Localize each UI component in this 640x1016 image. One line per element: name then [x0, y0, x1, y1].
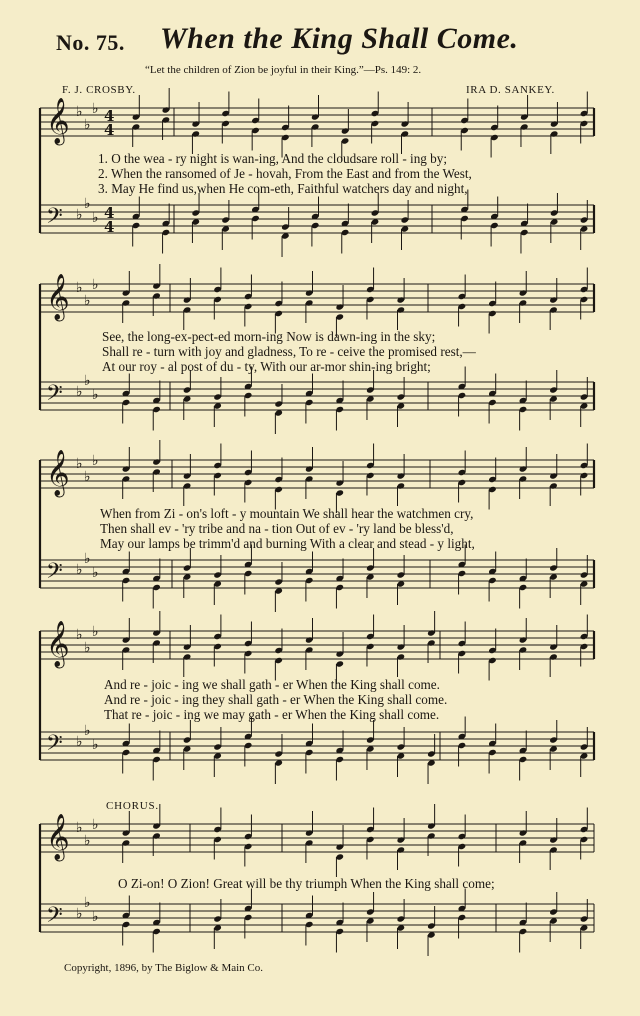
system-4-treble-flat-icon: ♭	[84, 640, 91, 656]
system-1-treble-flat-icon: ♭	[84, 117, 91, 133]
system-3-bass-flat-icon: ♭	[76, 562, 83, 578]
system-2-verse-2: Shall re - turn with joy and gladness, To re - ceive the promised rest,—	[102, 344, 476, 359]
treble-time-signature: 4	[104, 107, 115, 125]
hymn-title: When the King Shall Come.	[160, 22, 519, 55]
system-5-bass-flat-icon: ♭	[84, 895, 91, 911]
system-3-treble-clef-icon: 𝄞	[46, 450, 70, 496]
system-1-treble-flat-icon: ♭	[76, 104, 83, 120]
system-5-treble-flat-icon: ♭	[76, 820, 83, 836]
system-1-bass-flat-icon: ♭	[76, 207, 83, 223]
system-4-bass-flat-icon: ♭	[76, 734, 83, 750]
chorus-label: CHORUS.	[106, 800, 159, 812]
system-3-verse-3: May our lamps be trimm'd and burning With a clear and stead - y light,	[100, 536, 475, 551]
hymn-number: No. 75.	[56, 30, 125, 55]
system-5-bass-flat-icon: ♭	[76, 906, 83, 922]
system-1-treble-clef-icon: 𝄞	[46, 98, 70, 144]
system-3-bass-clef-icon: 𝄢	[46, 559, 63, 589]
bass-time-signature: 4	[104, 204, 115, 222]
system-3-bass-flat-icon: ♭	[92, 565, 99, 581]
system-1-verse-3: 3. May He find us,when He com-eth, Faithful watchers day and night,	[98, 181, 468, 196]
system-4-verse-1: And re - joic - ing we shall gath - er When the King shall come.	[104, 677, 440, 692]
system-1-bass-clef-icon: 𝄢	[46, 204, 63, 234]
system-2-verse-3: At our roy - al post of du - ty, With our ar-mor shin-ing bright;	[102, 359, 431, 374]
system-3-verse-2: Then shall ev - 'ry tribe and na - tion Out of ev - 'ry land be bless'd,	[100, 521, 454, 536]
system-4-treble-clef-icon: 𝄞	[46, 621, 70, 667]
system-2-treble-flat-icon: ♭	[76, 280, 83, 296]
chorus-lyric: O Zi-on! O Zion! Great will be thy triumph When the King shall come;	[118, 876, 495, 891]
system-2-treble-clef-icon: 𝄞	[46, 274, 70, 320]
bass-time-signature: 4	[104, 218, 115, 236]
treble-time-signature: 4	[104, 121, 115, 139]
system-3-bass-flat-icon: ♭	[84, 551, 91, 567]
system-3-treble-flat-icon: ♭	[84, 469, 91, 485]
system-1-bass-flat-icon: ♭	[92, 210, 99, 226]
system-3-verse-1: When from Zi - on's loft - y mountain We shall hear the watchmen cry,	[100, 506, 474, 521]
system-2-bass-flat-icon: ♭	[76, 384, 83, 400]
system-4-treble-flat-icon: ♭	[76, 627, 83, 643]
system-1-bass-flat-icon: ♭	[84, 196, 91, 212]
system-2-treble-flat-icon: ♭	[92, 277, 99, 293]
system-5-treble-flat-icon: ♭	[84, 833, 91, 849]
system-2-verse-1: See, the long-ex-pect-ed morn-ing Now is dawn-ing in the sky;	[102, 329, 436, 344]
system-4-treble-flat-icon: ♭	[92, 624, 99, 640]
composer-credit: IRA D. SANKEY.	[466, 84, 555, 96]
system-5-bass-flat-icon: ♭	[92, 909, 99, 925]
system-5-bass-clef-icon: 𝄢	[46, 903, 63, 933]
system-3-treble-flat-icon: ♭	[92, 453, 99, 469]
system-3-treble-flat-icon: ♭	[76, 456, 83, 472]
copyright: Copyright, 1896, by The Biglow & Main Co.	[64, 962, 264, 974]
system-4-verse-3: That re - joic - ing we may gath - er When the King shall come.	[104, 707, 440, 722]
system-1-verse-2: 2. When the ransomed of Je - hovah, From the East and from the West,	[98, 166, 472, 181]
system-2-bass-clef-icon: 𝄢	[46, 381, 63, 411]
lyricist-credit: F. J. CROSBY.	[62, 84, 136, 96]
system-1-treble-flat-icon: ♭	[92, 101, 99, 117]
system-5-treble-clef-icon: 𝄞	[46, 814, 70, 860]
system-1-verse-1: 1. O the wea - ry night is wan-ing, And the cloudsare roll - ing by;	[98, 151, 448, 166]
system-4-bass-flat-icon: ♭	[92, 737, 99, 753]
system-2-bass-flat-icon: ♭	[84, 373, 91, 389]
system-4-bass-flat-icon: ♭	[84, 723, 91, 739]
system-2-treble-flat-icon: ♭	[84, 293, 91, 309]
epigraph: “Let the children of Zion be joyful in their King.”—Ps. 149: 2.	[145, 64, 422, 76]
system-4-bass-clef-icon: 𝄢	[46, 731, 63, 761]
system-5-treble-flat-icon: ♭	[92, 817, 99, 833]
system-2-bass-flat-icon: ♭	[92, 387, 99, 403]
system-4-verse-2: And re - joic - ing they shall gath - er When the King shall come.	[104, 692, 448, 707]
